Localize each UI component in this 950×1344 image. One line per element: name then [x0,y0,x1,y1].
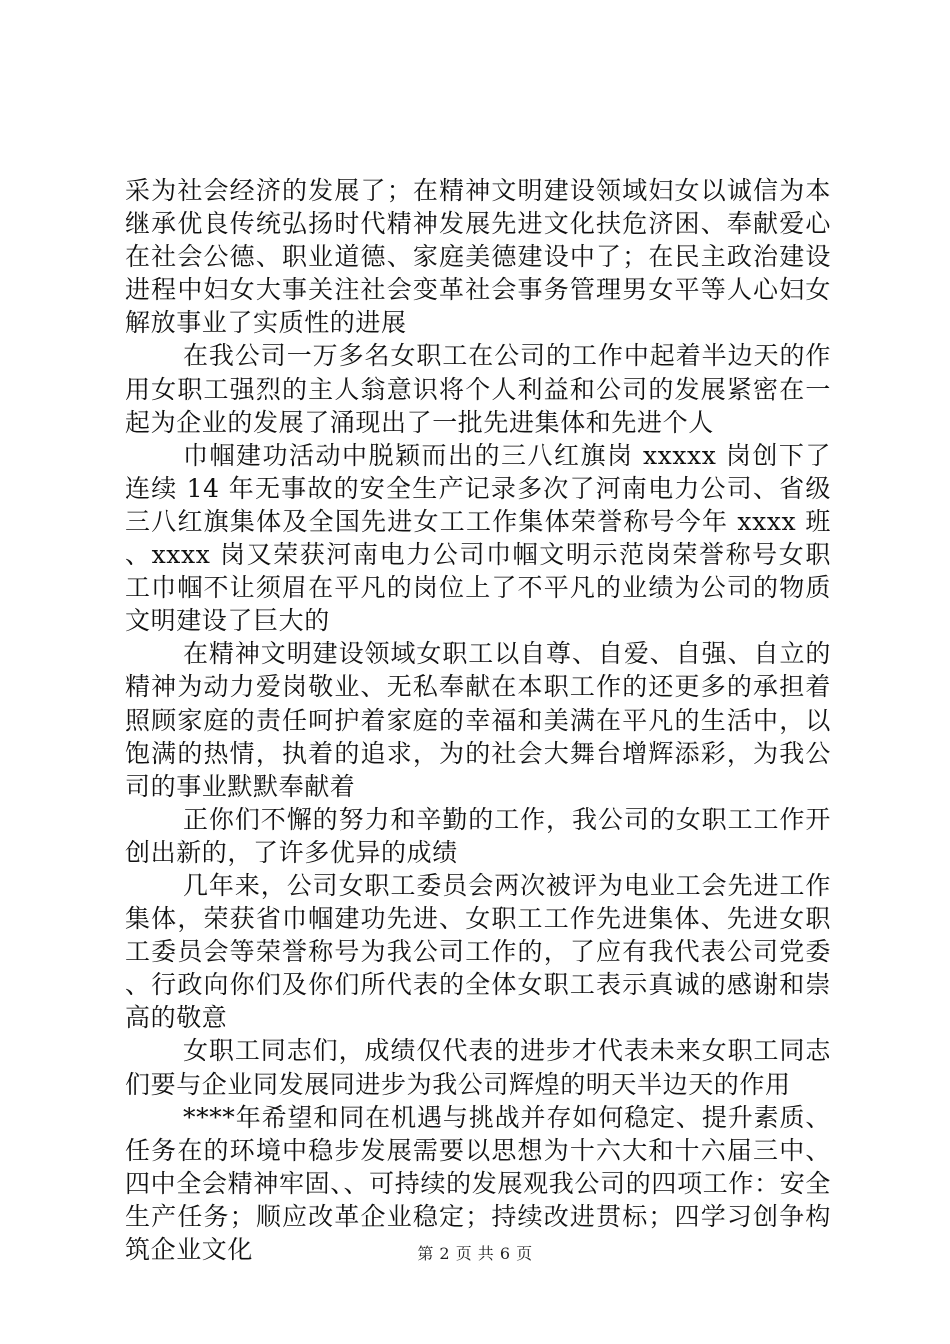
paragraph-5: 正你们不懈的努力和辛勤的工作，我公司的女职工工作开创出新的，了许多优异的成绩 [125,804,831,867]
paragraph-3: 巾帼建功活动中脱颖而出的三八红旗岗 xxxxx 岗创下了连续 14 年无事故的安全生产记录多次了河南电力公司、省级三八红旗集体及全国先进女工工作集体荣誉称号今年 xxxx 班、xxxx 岗又荣获河南电力公司巾帼文明示范岗荣誉称号女职工巾帼不让须眉在平凡的岗位上了不平凡的业绩为公司的物质文明建设了巨大的 [125,440,831,636]
paragraph-4: 在精神文明建设领域女职工以自尊、自爱、自强、自立的精神为动力爱岗敬业、无私奉献在本职工作的还更多的承担着照顾家庭的责任呵护着家庭的幸福和美满在平凡的生活中，以饱满的热情，执着的追求，为的社会大舞台增辉添彩，为我公司的事业默默奉献着 [125,639,831,801]
paragraph-6: 几年来，公司女职工委员会两次被评为电业工会先进工作集体，荣获省巾帼建功先进、女职工工作先进集体、先进女职工委员会等荣誉称号为我公司工作的，了应有我代表公司党委、行政向你们及你们所代表的全体女职工表示真诚的感谢和崇高的敬意 [125,870,831,1033]
document-body [125,174,831,1266]
page-number-footer: 第 2 页 共 6 页 [417,1244,533,1263]
paragraph-2: 在我公司一万多名女职工在公司的工作中起着半边天的作用女职工强烈的主人翁意识将个人利益和公司的发展紧密在一起为企业的发展了涌现出了一批先进集体和先进个人 [125,341,831,437]
paragraph-7: 女职工同志们，成绩仅代表的进步才代表未来女职工同志们要与企业同发展同进步为我公司辉煌的明天半边天的作用 [125,1036,831,1099]
paragraph-8: ****年希望和同在机遇与挑战并存如何稳定、提升素质、任务在的环境中稳步发展需要以思想为十六大和十六届三中、四中全会精神牢固、、可持续的发展观我公司的四项工作：安全生产任务；顺应改革企业稳定；持续改进贯标；四学习创争构筑企业文化 [125,1102,831,1264]
paragraph-1: 采为社会经济的发展了；在精神文明建设领域妇女以诚信为本继承优良传统弘扬时代精神发展先进文化扶危济困、奉献爱心在社会公德、职业道德、家庭美德建设中了；在民主政治建设进程中妇女大事关注社会变革社会事务管理男女平等人心妇女解放事业了实质性的进展 [125,176,831,338]
